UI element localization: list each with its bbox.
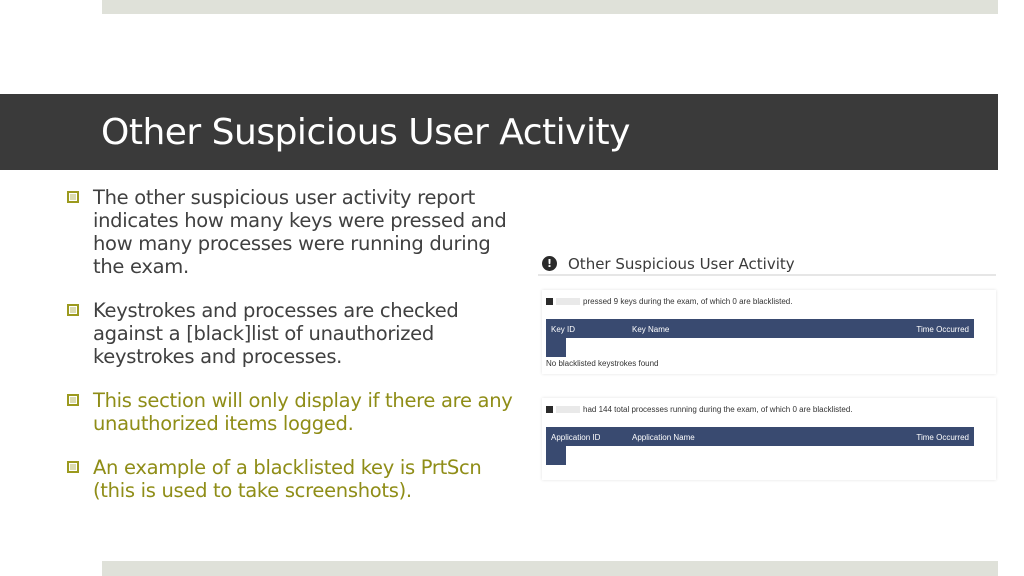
bottom-decor-bar: [102, 561, 998, 576]
bullet-item: [66, 299, 516, 368]
computer-icon: [546, 298, 553, 305]
bullet-text: This section will only display if there are any unauthorized items logged.: [93, 389, 513, 435]
column-key-name: Key Name: [632, 325, 670, 334]
column-key-id: Key ID: [551, 325, 576, 334]
no-keystrokes-message: No blacklisted keystrokes found: [546, 359, 659, 368]
column-application-name: Application Name: [632, 433, 695, 442]
report-screenshot: [538, 250, 1000, 490]
bullet-item: [66, 186, 516, 278]
keys-table-header: [546, 319, 974, 338]
keys-table-empty-row: [546, 338, 566, 357]
square-bullet-icon: [67, 394, 79, 406]
computer-icon: [546, 406, 553, 413]
square-bullet-icon: [67, 461, 79, 473]
redacted-name: [556, 406, 580, 413]
processes-panel: [542, 398, 996, 480]
bullet-text: The other suspicious user activity report indicates how many keys were pressed and how many processes were running during the exam.: [93, 186, 507, 278]
bullet-list: [66, 186, 516, 523]
slide-title: Other Suspicious User Activity: [101, 112, 630, 153]
keys-panel: [542, 290, 996, 374]
bullet-item: [66, 389, 516, 435]
bullet-text: An example of a blacklisted key is PrtScn (this is used to take screenshots).: [93, 456, 482, 502]
report-header: [538, 250, 996, 276]
column-application-id: Application ID: [551, 433, 601, 442]
column-time-occurred: Time Occurred: [916, 325, 969, 334]
processes-table-empty-row: [546, 446, 566, 465]
keys-summary: pressed 9 keys during the exam, of which 0 are blacklisted.: [546, 297, 792, 306]
redacted-name: [556, 298, 580, 305]
top-decor-bar: [102, 0, 998, 14]
bullet-text: Keystrokes and processes are checked against a [black]list of unauthorized keystrokes and processes.: [93, 299, 459, 368]
column-time-occurred: Time Occurred: [916, 433, 969, 442]
square-bullet-icon: [67, 191, 79, 203]
exclamation-icon: !: [542, 256, 557, 271]
report-title: Other Suspicious User Activity: [568, 255, 795, 273]
bullet-item: [66, 456, 516, 502]
processes-summary: had 144 total processes running during the exam, of which 0 are blacklisted.: [546, 405, 853, 414]
processes-table-header: [546, 427, 974, 446]
square-bullet-icon: [67, 304, 79, 316]
